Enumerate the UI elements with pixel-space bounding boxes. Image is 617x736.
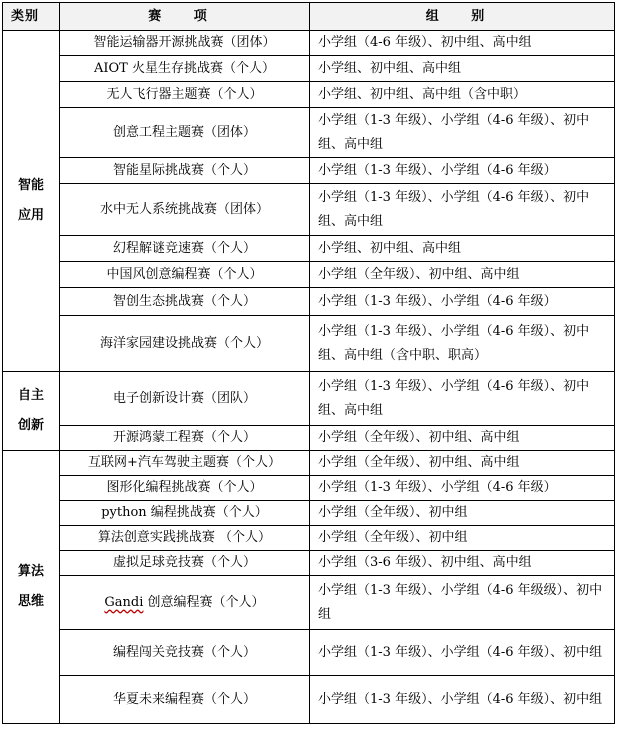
header-category: 类别: [3, 3, 60, 31]
event-name: 中国风创意编程赛（个人）: [60, 262, 310, 288]
event-groups: 小学组、初中组、高中组（含中职）: [310, 82, 615, 108]
event-name: 电子创新设计赛（团队）: [60, 372, 310, 426]
event-name: 图形化编程挑战赛（个人）: [60, 476, 310, 501]
competition-table: [2, 2, 615, 724]
header-row: [3, 3, 615, 31]
event-groups: 小学组（1-3 年级）、小学组（4-6 年级）、初中组、高中组（含中职、职高）: [310, 316, 615, 372]
event-name: 海洋家园建设挑战赛（个人）: [60, 316, 310, 372]
table-body: [3, 31, 615, 724]
table-row: [3, 576, 615, 630]
event-name: 幻程解谜竞速赛（个人）: [60, 236, 310, 262]
event-name: 无人飞行器主题赛（个人）: [60, 82, 310, 108]
category-label: 创新: [17, 418, 44, 433]
event-groups: 小学组（1-3 年级）、小学组（4-6 年级）: [310, 158, 615, 184]
table-row: [3, 288, 615, 316]
table-row: [3, 551, 615, 576]
event-name: 虚拟足球竞技赛（个人）: [60, 551, 310, 576]
category-cell: [3, 451, 60, 724]
category-label: 算法: [17, 564, 44, 579]
event-name: 水中无人系统挑战赛（团体）: [60, 184, 310, 236]
header-group: 组 别: [310, 3, 615, 31]
category-label: 应用: [17, 208, 44, 223]
event-groups: 小学组（全年级）、初中组、高中组: [310, 262, 615, 288]
table-row: [3, 526, 615, 551]
category-cell: [3, 31, 60, 372]
table-row: [3, 82, 615, 108]
table-row: [3, 31, 615, 56]
event-groups: 小学组（1-3 年级）、小学组（4-6 年级）、初中组: [310, 630, 615, 676]
table-row: [3, 236, 615, 262]
event-name: 智能运输器开源挑战赛（团体）: [60, 31, 310, 56]
category-label: 智能: [17, 178, 44, 193]
table-row: [3, 476, 615, 501]
table-row: [3, 262, 615, 288]
event-name: 编程闯关竞技赛（个人）: [60, 630, 310, 676]
table-row: [3, 451, 615, 476]
event-name: 智能星际挑战赛（个人）: [60, 158, 310, 184]
event-name: 智创生态挑战赛（个人）: [60, 288, 310, 316]
event-name: Gandi 创意编程赛（个人）: [60, 576, 310, 630]
event-name: python 编程挑战赛（个人）: [60, 501, 310, 526]
event-groups: 小学组（1-3 年级）、小学组（4-6 年级）、初中组、高中组: [310, 108, 615, 158]
event-groups: 小学组（1-3 年级）、小学组（4-6 年级）、初中组、高中组: [310, 184, 615, 236]
event-groups: 小学组（全年级）、初中组、高中组: [310, 451, 615, 476]
table-row: [3, 676, 615, 724]
event-name: 创意工程主题赛（团体）: [60, 108, 310, 158]
header-name: 赛 项: [60, 3, 310, 31]
event-name: 算法创意实践挑战赛 （个人）: [60, 526, 310, 551]
event-groups: 小学组（4-6 年级）、初中组、高中组: [310, 31, 615, 56]
table-row: [3, 184, 615, 236]
event-name: 开源鸿蒙工程赛（个人）: [60, 426, 310, 451]
event-groups: 小学组（1-3 年级）、小学组（4-6 年级）、初中组: [310, 676, 615, 724]
event-name: 互联网+汽车驾驶主题赛（个人）: [60, 451, 310, 476]
table-row: [3, 630, 615, 676]
table-row: [3, 426, 615, 451]
event-groups: 小学组（3-6 年级）、初中组、高中组: [310, 551, 615, 576]
table-row: [3, 501, 615, 526]
event-groups: 小学组（1-3 年级）、小学组（4-6 年级级）、初中组: [310, 576, 615, 630]
event-groups: 小学组（1-3 年级）、小学组（4-6 年级）、初中组、高中组: [310, 372, 615, 426]
event-name: AIOT 火星生存挑战赛（个人）: [60, 56, 310, 82]
table-row: [3, 56, 615, 82]
event-groups: 小学组、初中组、高中组: [310, 236, 615, 262]
category-cell: [3, 372, 60, 451]
table-row: [3, 158, 615, 184]
table-row: [3, 316, 615, 372]
table-row: [3, 108, 615, 158]
event-groups: 小学组（全年级）、初中组: [310, 501, 615, 526]
event-groups: 小学组、初中组、高中组: [310, 56, 615, 82]
event-name: 华夏未来编程赛（个人）: [60, 676, 310, 724]
spellcheck-word: Gandi: [104, 594, 144, 610]
event-groups: 小学组（全年级）、初中组: [310, 526, 615, 551]
category-label: 自主: [17, 388, 44, 403]
table-row: [3, 372, 615, 426]
category-label: 思维: [17, 594, 44, 609]
event-groups: 小学组（1-3 年级）、小学组（4-6 年级）: [310, 288, 615, 316]
event-groups: 小学组（全年级）、初中组、高中组: [310, 426, 615, 451]
event-groups: 小学组（1-3 年级）、小学组（4-6 年级）: [310, 476, 615, 501]
